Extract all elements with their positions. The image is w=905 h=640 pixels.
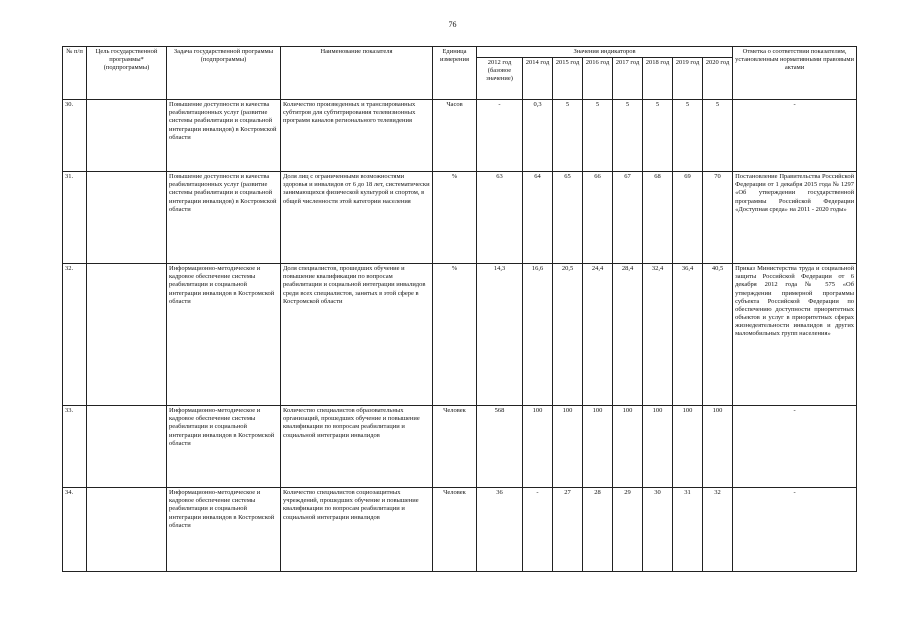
header-year: 2015 год	[553, 58, 583, 100]
task-cell: Информационно-методическое и кадровое обеспечение системы реабилитации и социальной интеграции инвалидов в Костромской области	[167, 488, 281, 572]
header-indicator: Наименование показателя	[281, 47, 433, 100]
unit-cell: Часов	[433, 100, 477, 172]
value-cell: 0,3	[523, 100, 553, 172]
header-year: 2017 год	[613, 58, 643, 100]
header-ref: Отметка о соответствии показателям, установленным нормативными правовыми актами	[733, 47, 857, 100]
header-year: 2014 год	[523, 58, 553, 100]
value-cell: 63	[477, 172, 523, 264]
ref-cell: Приказ Министерства труда и социальной защиты Российской Федерации от 6 декабря 2012 года № 575 «Об утверждении примерной программы субъекта Российской Федерации по обеспечению доступности приоритетных объектов и услуг в приоритетных сферах жизнедеятельности инвалидов и других маломобильных групп населения»	[733, 264, 857, 406]
value-cell: -	[477, 100, 523, 172]
table-row	[63, 264, 857, 406]
row-num: 30.	[63, 100, 87, 172]
indicator-cell: Доля лиц с ограниченными возможностями здоровья и инвалидов от 6 до 18 лет, систематически занимающихся физической культурой и спортом, в общей численности этой категории населения	[281, 172, 433, 264]
ref-cell: -	[733, 488, 857, 572]
task-cell: Информационно-методическое и кадровое обеспечение системы реабилитации и социальной интеграции инвалидов в Костромской области	[167, 406, 281, 488]
ref-cell: -	[733, 406, 857, 488]
goal-cell	[87, 172, 167, 264]
value-cell: 68	[643, 172, 673, 264]
page-number: 76	[448, 20, 457, 29]
header-values-group: Значения индикаторов	[477, 47, 733, 58]
header-year: 2018 год	[643, 58, 673, 100]
value-cell: 67	[613, 172, 643, 264]
value-cell: 16,6	[523, 264, 553, 406]
unit-cell: Человек	[433, 406, 477, 488]
value-cell: 36	[477, 488, 523, 572]
value-cell: 100	[703, 406, 733, 488]
header-task: Задача государственной программы (подпрограммы)	[167, 47, 281, 100]
header-year-2012: 2012 год (базовое значение)	[477, 58, 523, 100]
header-goal: Цель государственной программы* (подпрограммы)	[87, 47, 167, 100]
value-cell: 100	[613, 406, 643, 488]
indicator-cell: Доля специалистов, прошедших обучение и повышение квалификации по вопросам реабилитации и социальной интеграции инвалидов среди всех специалистов, занятых в этой сфере в Костромской области	[281, 264, 433, 406]
value-cell: 24,4	[583, 264, 613, 406]
goal-cell	[87, 406, 167, 488]
header-unit: Единица измерения	[433, 47, 477, 100]
value-cell: 29	[613, 488, 643, 572]
unit-cell: Человек	[433, 488, 477, 572]
row-num: 34.	[63, 488, 87, 572]
ref-cell: -	[733, 100, 857, 172]
value-cell: 568	[477, 406, 523, 488]
row-num: 31.	[63, 172, 87, 264]
row-num: 32.	[63, 264, 87, 406]
value-cell: 69	[673, 172, 703, 264]
value-cell: 5	[703, 100, 733, 172]
table-row	[63, 172, 857, 264]
value-cell: 100	[643, 406, 673, 488]
value-cell: 5	[613, 100, 643, 172]
indicator-cell: Количество произведенных и транслированных субтитров для субтитрирования телевизионных программ каналов регионального телевидения	[281, 100, 433, 172]
value-cell: 100	[553, 406, 583, 488]
value-cell: 27	[553, 488, 583, 572]
value-cell: 5	[553, 100, 583, 172]
row-num: 33.	[63, 406, 87, 488]
value-cell: 40,5	[703, 264, 733, 406]
value-cell: 30	[643, 488, 673, 572]
ref-cell: Постановление Правительства Российской Федерации от 1 декабря 2015 года № 1297 «Об утверждении государственной программы Российской Федерации «Доступная среда» на 2011 - 2020 годы»	[733, 172, 857, 264]
value-cell: 32,4	[643, 264, 673, 406]
header-num: № п/п	[63, 47, 87, 100]
value-cell: 20,5	[553, 264, 583, 406]
value-cell: 5	[673, 100, 703, 172]
value-cell: 28,4	[613, 264, 643, 406]
unit-cell: %	[433, 172, 477, 264]
value-cell: 66	[583, 172, 613, 264]
header-year: 2020 год	[703, 58, 733, 100]
table-row	[63, 406, 857, 488]
indicator-cell: Количество специалистов образовательных организаций, прошедших обучение и повышение квалификации по вопросам реабилитации и социальной интеграции инвалидов	[281, 406, 433, 488]
value-cell: 14,3	[477, 264, 523, 406]
goal-cell	[87, 488, 167, 572]
table-row	[63, 488, 857, 572]
task-cell: Информационно-методическое и кадровое обеспечение системы реабилитации и социальной интеграции инвалидов в Костромской области	[167, 264, 281, 406]
value-cell: 70	[703, 172, 733, 264]
value-cell: 64	[523, 172, 553, 264]
value-cell: 100	[583, 406, 613, 488]
value-cell: 65	[553, 172, 583, 264]
value-cell: 32	[703, 488, 733, 572]
value-cell: 100	[673, 406, 703, 488]
value-cell: 5	[643, 100, 673, 172]
value-cell: 100	[523, 406, 553, 488]
goal-cell	[87, 100, 167, 172]
value-cell: 28	[583, 488, 613, 572]
value-cell: 36,4	[673, 264, 703, 406]
indicators-table	[62, 46, 857, 572]
goal-cell	[87, 264, 167, 406]
task-cell: Повышение доступности и качества реабилитационных услуг (развитие системы реабилитации и социальной интеграции инвалидов) в Костромской области	[167, 100, 281, 172]
task-cell: Повышение доступности и качества реабилитационных услуг (развитие системы реабилитации и социальной интеграции инвалидов) в Костромской области	[167, 172, 281, 264]
header-year: 2016 год	[583, 58, 613, 100]
value-cell: 31	[673, 488, 703, 572]
value-cell: 5	[583, 100, 613, 172]
value-cell: -	[523, 488, 553, 572]
unit-cell: %	[433, 264, 477, 406]
header-year: 2019 год	[673, 58, 703, 100]
indicator-cell: Количество специалистов социозащитных учреждений, прошедших обучение и повышение квалификации по вопросам реабилитации и социальной интеграции инвалидов	[281, 488, 433, 572]
table-row	[63, 100, 857, 172]
